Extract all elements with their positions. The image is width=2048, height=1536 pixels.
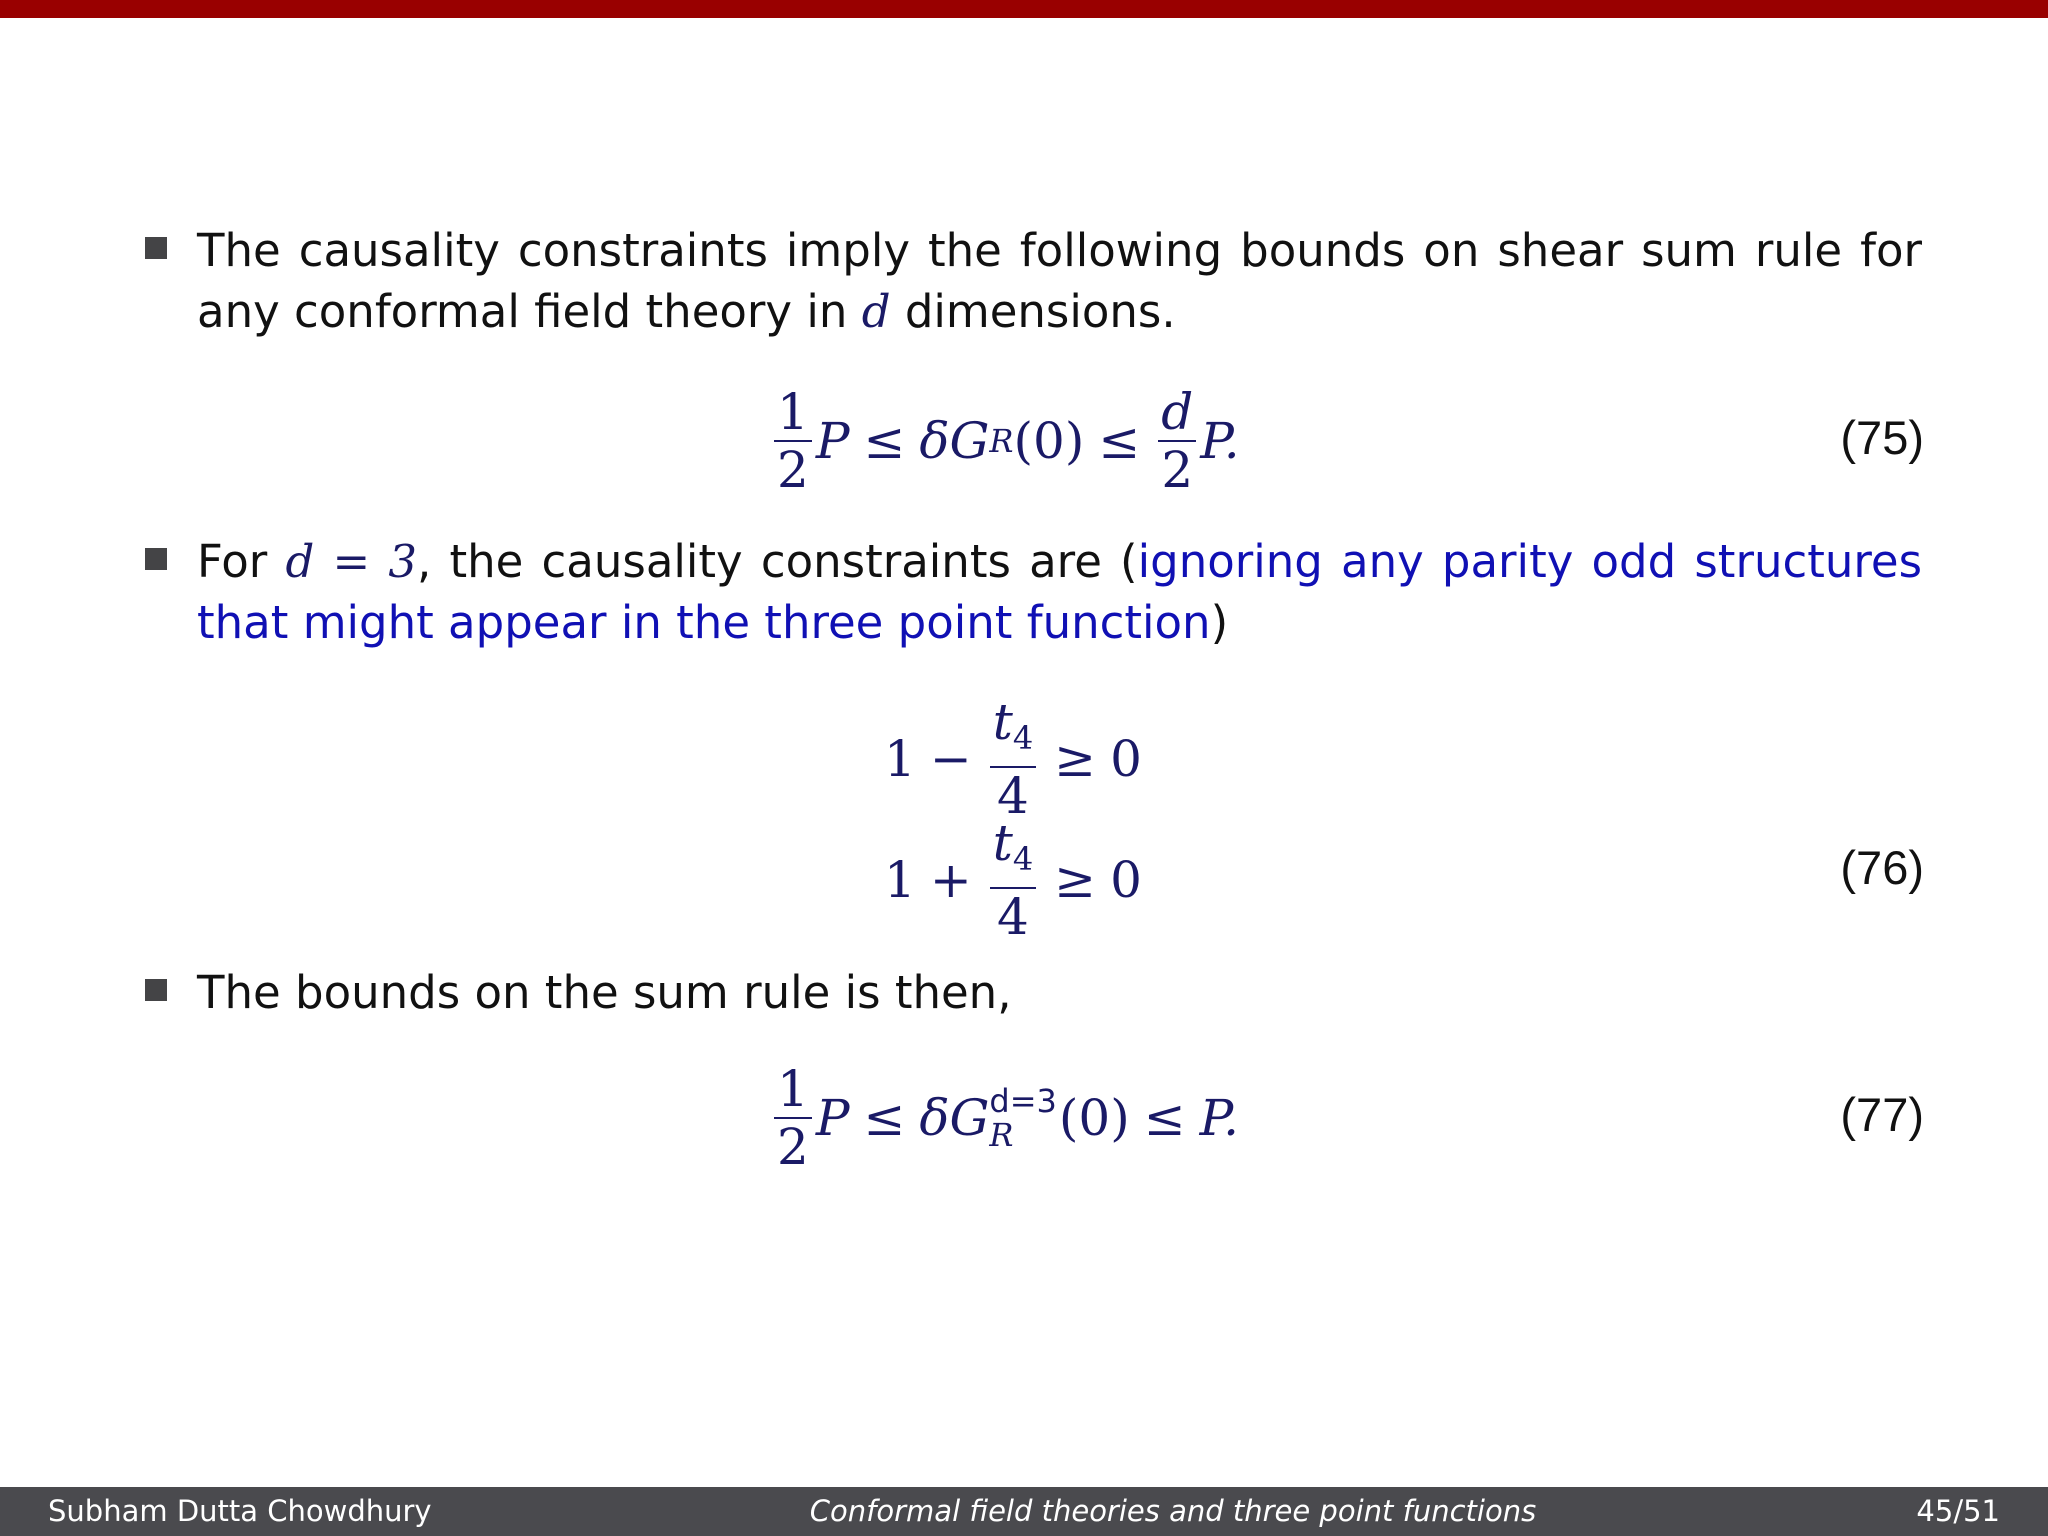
bullet-2-math: d = 3: [285, 535, 418, 588]
eq76-minus: −: [929, 730, 972, 788]
eq77-p1: P: [815, 1089, 850, 1147]
eq76-ge: ≥: [1054, 730, 1097, 788]
frac-den: 4: [997, 888, 1029, 946]
eq77-delta: δG: [919, 1089, 990, 1147]
eq76-zero: 0: [1110, 730, 1142, 788]
equation-76-line-1: [884, 694, 1142, 824]
eq75-arg: (0): [1013, 412, 1085, 470]
frac-den: 4: [997, 767, 1029, 825]
eq77-supsub: [989, 1084, 1056, 1152]
eq75-le1: ≤: [863, 412, 906, 470]
eq77-arg: (0): [1058, 1089, 1130, 1147]
eq77-sup: d=3: [989, 1082, 1057, 1120]
eq77-p2: P.: [1199, 1089, 1240, 1147]
frac-num: 1: [777, 383, 809, 441]
frac-den: 2: [777, 441, 809, 499]
bullet-1-text-b: dimensions.: [904, 285, 1176, 338]
footer-title: Conformal field theories and three point functions: [809, 1494, 1537, 1528]
eq76-plus: +: [929, 851, 972, 909]
footer-author: Subham Dutta Chowdhury: [48, 1494, 432, 1528]
bullet-1-text-a: The causality constraints imply the following bounds on shear sum rule for any conformal field theory in: [197, 224, 1922, 338]
fraction-half: [774, 384, 812, 498]
t-var: t: [992, 693, 1013, 751]
equation-number-77: (77): [1840, 1088, 1924, 1141]
t-sub: 4: [1012, 719, 1034, 757]
eq76-zero: 0: [1110, 851, 1142, 909]
bullet-2-text-c: ): [1210, 596, 1229, 649]
bullet-2-highlight: ignoring any parity odd structures that might appear in the three point function: [197, 535, 1923, 649]
frac-num: 1: [777, 1060, 809, 1118]
bullet-1-text: [197, 220, 1922, 342]
equation-number-75: (75): [1840, 411, 1924, 464]
bullet-3-text: The bounds on the sum rule is then,: [197, 966, 1012, 1019]
eq76-one: 1: [884, 730, 916, 788]
eq77-le2: ≤: [1143, 1089, 1186, 1147]
bullet-2-text: [197, 531, 1922, 653]
eq75-delta: δG: [919, 412, 990, 470]
eq77-sub: R: [989, 1116, 1014, 1154]
t-var: t: [992, 814, 1013, 872]
bullet-marker: [145, 237, 167, 259]
frac-den: 2: [1161, 441, 1194, 499]
bullet-marker: [145, 979, 167, 1001]
frac-num: d: [1161, 383, 1194, 441]
eq75-p1: P: [815, 412, 850, 470]
fraction-t4-over-4: [990, 694, 1036, 824]
footer-bar: [0, 1487, 2048, 1536]
eq76-one: 1: [884, 851, 916, 909]
equation-number-76: (76): [1840, 841, 1924, 894]
footer-page-number: 45/51: [1916, 1494, 2000, 1528]
bullet-2-text-a: For: [197, 535, 268, 588]
eq75-sub: R: [989, 422, 1014, 460]
frac-num: [990, 815, 1036, 887]
equation-77: [770, 1061, 1239, 1175]
top-bar: [0, 0, 2048, 18]
fraction-half: [774, 1061, 812, 1175]
eq77-le1: ≤: [863, 1089, 906, 1147]
bullet-2-text-b: , the causality constraints are (: [417, 535, 1138, 588]
eq76-ge: ≥: [1054, 851, 1097, 909]
eq75-le2: ≤: [1098, 412, 1141, 470]
t-sub: 4: [1012, 840, 1034, 878]
fraction-t4-over-4: [990, 815, 1036, 945]
fraction-d-half: [1158, 384, 1196, 498]
equation-75: [770, 384, 1240, 498]
equation-76-line-2: [884, 815, 1142, 945]
frac-den: 2: [777, 1118, 809, 1176]
frac-num: [990, 694, 1036, 766]
bullet-marker: [145, 548, 167, 570]
eq75-p2: P.: [1200, 412, 1240, 470]
bullet-1-var: d: [861, 285, 891, 338]
